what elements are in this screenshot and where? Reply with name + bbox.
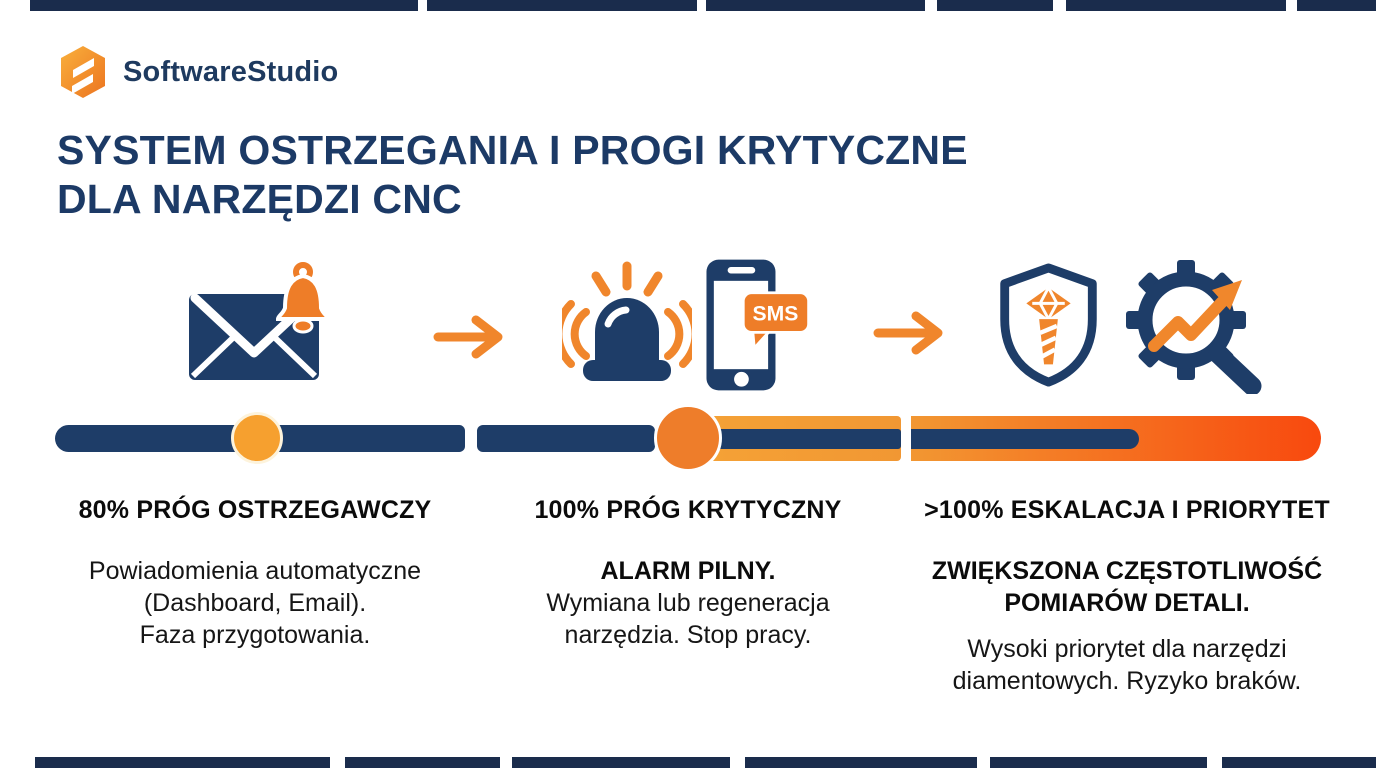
stage-column-100 — [502, 496, 874, 651]
shield-tool-icon — [996, 262, 1101, 388]
edge-strip-segment — [706, 0, 925, 11]
edge-strip-segment — [1297, 0, 1376, 11]
arrow-right-icon — [432, 312, 512, 362]
stage-heading: >100% ESKALACJA I PRIORYTET — [924, 496, 1330, 524]
magnifier-handle — [1218, 354, 1252, 386]
email-notification-icon — [183, 260, 339, 390]
stage-heading: 100% PRÓG KRYTYCZNY — [534, 496, 842, 524]
sms-bubble — [743, 293, 808, 348]
page-title-line1: SYSTEM OSTRZEGANIA I PROGI KRYTYCZNE — [57, 127, 968, 173]
edge-strip-segment — [345, 757, 500, 768]
stage-column-80 — [55, 496, 455, 651]
stage-body — [502, 555, 874, 651]
softwarestudio-logo-icon — [57, 44, 109, 100]
stage-column-escalation — [912, 496, 1342, 697]
timeline-marker-80 — [231, 412, 283, 464]
stage-body-line: Wymiana lub regeneracja — [546, 589, 830, 617]
stage-body-line: (Dashboard, Email). — [143, 589, 367, 617]
edge-strip-segment — [512, 757, 730, 768]
edge-strip-segment — [427, 0, 697, 11]
top-edge-strip — [0, 0, 1376, 11]
edge-strip-segment — [30, 0, 418, 11]
timeline-inner-navy-1 — [699, 429, 901, 449]
stage-body-line: Powiadomienia automatyczne — [88, 557, 422, 585]
timeline-marker-100 — [654, 404, 722, 472]
edge-strip-segment — [35, 757, 330, 768]
edge-strip-segment — [990, 757, 1207, 768]
page-title-line2: DLA NARZĘDZI CNC — [57, 176, 462, 222]
sms-label: SMS — [752, 302, 799, 326]
stage-emphasis-line: ALARM PILNY. — [600, 557, 776, 585]
timeline-segment-2 — [477, 425, 655, 452]
stage-body-line: diamentowych. Ryzyko braków. — [952, 667, 1302, 695]
edge-strip-segment — [745, 757, 977, 768]
page-title — [57, 126, 968, 224]
stage-body — [55, 555, 455, 651]
stage-emphasis-line: ZWIĘKSZONA CZĘSTOTLIWOŚĆ — [931, 557, 1323, 585]
gear-analytics-icon — [1118, 258, 1276, 394]
stage-emphasis-line: POMIARÓW DETALI. — [1004, 589, 1250, 617]
arrow-right-icon — [872, 308, 952, 358]
stage-body-line: Faza przygotowania. — [139, 621, 371, 649]
edge-strip-segment — [937, 0, 1053, 11]
stage-body — [912, 555, 1342, 697]
brand-name: SoftwareStudio — [123, 55, 339, 88]
timeline-inner-navy-2 — [911, 429, 1139, 449]
bottom-edge-strip — [0, 757, 1376, 768]
brand-logo-row — [57, 44, 338, 100]
stage-heading: 80% PRÓG OSTRZEGAWCZY — [78, 496, 432, 524]
stage-body-line: Wysoki priorytet dla narzędzi — [967, 635, 1287, 663]
edge-strip-segment — [1066, 0, 1286, 11]
stage-body-line: narzędzia. Stop pracy. — [564, 621, 812, 649]
edge-strip-segment — [1222, 757, 1376, 768]
siren-alarm-icon — [562, 260, 692, 388]
phone-sms-icon — [700, 256, 816, 394]
